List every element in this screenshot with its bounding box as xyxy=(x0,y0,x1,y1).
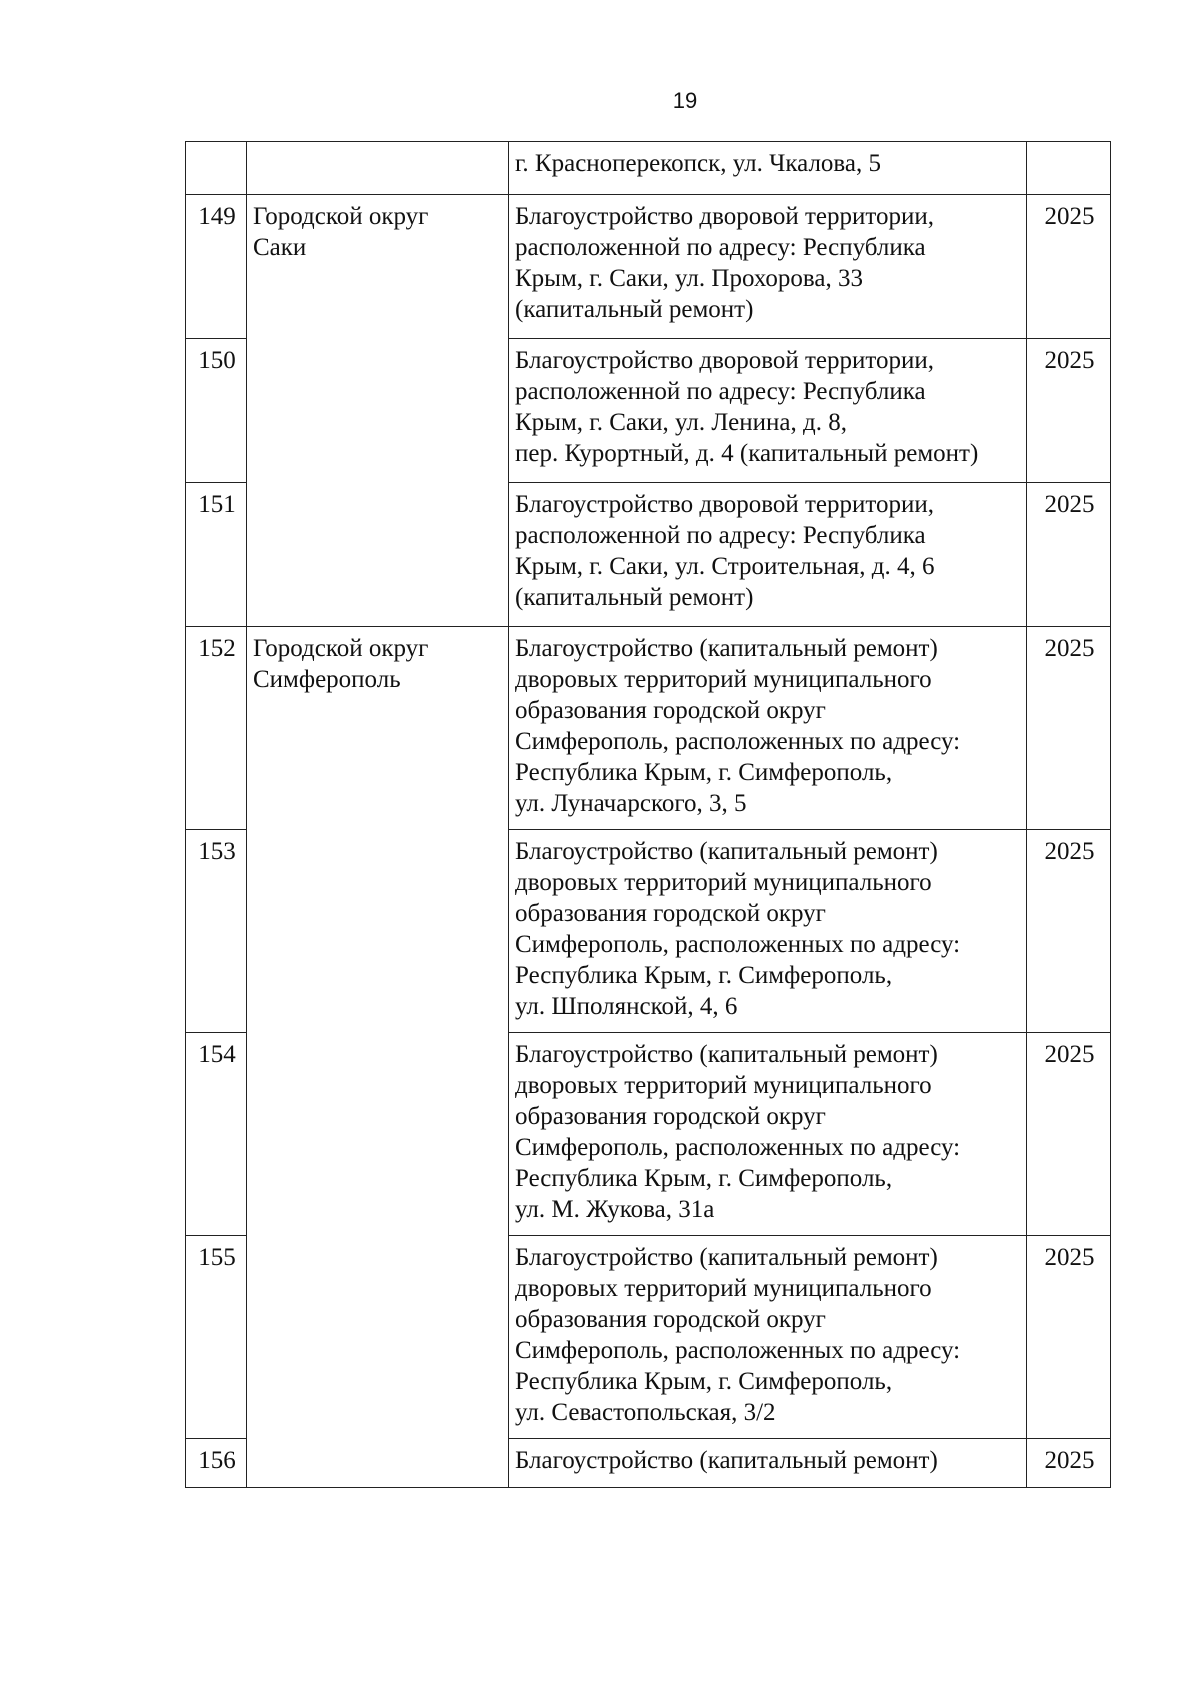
row-number: 152 xyxy=(186,627,247,830)
row-number: 156 xyxy=(186,1439,247,1488)
description-cell: Благоустройство дворовой территории, расположенной по адресу: Республика Крым, г. Саки, ул. Ленина, д. 8, пер. Курортный, д. 4 (капитальный ремонт) xyxy=(509,339,1027,483)
description-cell: Благоустройство дворовой территории, расположенной по адресу: Республика Крым, г. Саки, ул. Прохорова, 33 (капитальный ремонт) xyxy=(509,195,1027,339)
year-cell xyxy=(1027,142,1111,195)
year-cell: 2025 xyxy=(1027,483,1111,627)
row-number: 149 xyxy=(186,195,247,339)
year-cell: 2025 xyxy=(1027,627,1111,830)
table-row xyxy=(186,142,1111,195)
row-number xyxy=(186,142,247,195)
year-cell: 2025 xyxy=(1027,339,1111,483)
table-row xyxy=(186,627,1111,830)
year-cell: 2025 xyxy=(1027,195,1111,339)
year-cell: 2025 xyxy=(1027,1033,1111,1236)
municipality-cell: Городской округ Симферополь xyxy=(247,627,509,1488)
row-number: 154 xyxy=(186,1033,247,1236)
year-cell: 2025 xyxy=(1027,1236,1111,1439)
municipality-cell: Городской округ Саки xyxy=(247,195,509,627)
description-cell: Благоустройство (капитальный ремонт) xyxy=(509,1439,1027,1488)
description-cell: Благоустройство (капитальный ремонт) дворовых территорий муниципального образования городской округ Симферополь, расположенных по адресу: Республика Крым, г. Симферополь, ул. Севастопольская, 3/2 xyxy=(509,1236,1027,1439)
row-number: 151 xyxy=(186,483,247,627)
description-cell: Благоустройство (капитальный ремонт) дворовых территорий муниципального образования городской округ Симферополь, расположенных по адресу: Республика Крым, г. Симферополь, ул. М. Жукова, 31а xyxy=(509,1033,1027,1236)
description-cell: Благоустройство дворовой территории, расположенной по адресу: Республика Крым, г. Саки, ул. Строительная, д. 4, 6 (капитальный ремонт) xyxy=(509,483,1027,627)
description-cell: г. Красноперекопск, ул. Чкалова, 5 xyxy=(509,142,1027,195)
year-cell: 2025 xyxy=(1027,830,1111,1033)
page-number: 19 xyxy=(672,88,698,113)
row-number: 155 xyxy=(186,1236,247,1439)
table-row xyxy=(186,195,1111,339)
row-number: 150 xyxy=(186,339,247,483)
document-table xyxy=(185,141,1111,1488)
description-cell: Благоустройство (капитальный ремонт) дворовых территорий муниципального образования городской округ Симферополь, расположенных по адресу: Республика Крым, г. Симферополь, ул. Луначарского, 3, 5 xyxy=(509,627,1027,830)
year-cell: 2025 xyxy=(1027,1439,1111,1488)
row-number: 153 xyxy=(186,830,247,1033)
description-cell: Благоустройство (капитальный ремонт) дворовых территорий муниципального образования городской округ Симферополь, расположенных по адресу: Республика Крым, г. Симферополь, ул. Шполянской, 4, 6 xyxy=(509,830,1027,1033)
municipality-cell xyxy=(247,142,509,195)
